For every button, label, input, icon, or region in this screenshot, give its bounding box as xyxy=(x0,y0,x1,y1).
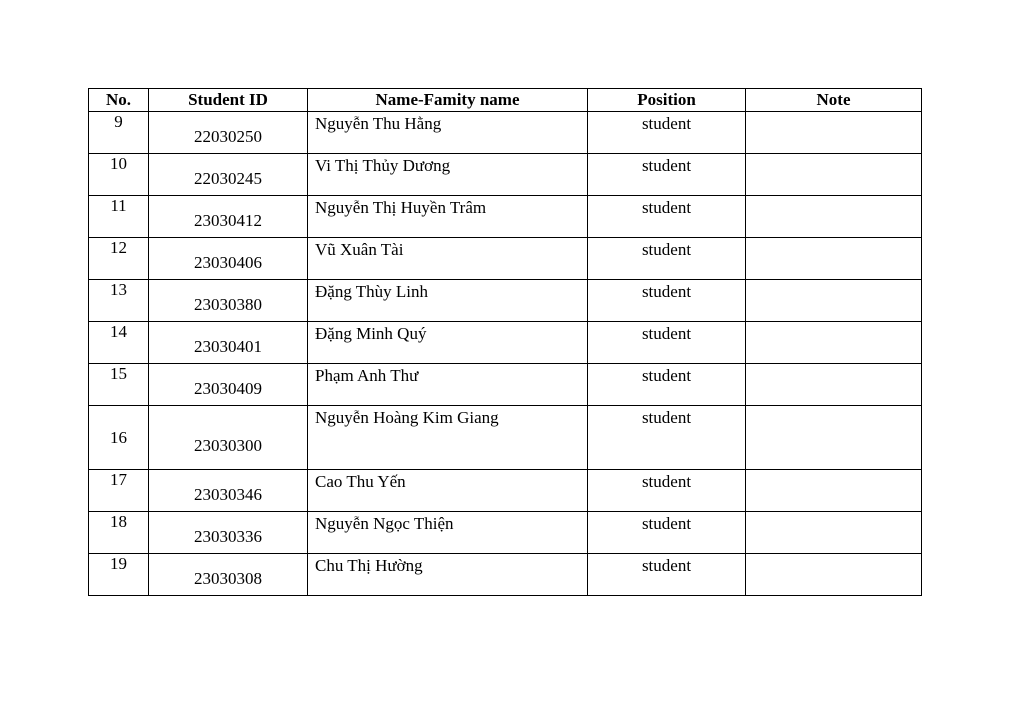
cell-name: Phạm Anh Thư xyxy=(308,364,588,406)
cell-name: Nguyễn Thu Hằng xyxy=(308,112,588,154)
header-note: Note xyxy=(746,89,922,112)
table-row xyxy=(89,512,922,554)
header-student-id: Student ID xyxy=(149,89,308,112)
cell-student-id: 23030336 xyxy=(149,512,308,554)
cell-name: Nguyễn Hoàng Kim Giang xyxy=(308,406,588,470)
header-position: Position xyxy=(588,89,746,112)
cell-position: student xyxy=(588,196,746,238)
cell-name: Vi Thị Thủy Dương xyxy=(308,154,588,196)
cell-no: 19 xyxy=(89,554,149,596)
cell-no: 17 xyxy=(89,470,149,512)
cell-no: 15 xyxy=(89,364,149,406)
cell-name: Chu Thị Hường xyxy=(308,554,588,596)
cell-note xyxy=(746,512,922,554)
cell-name: Đặng Minh Quý xyxy=(308,322,588,364)
cell-note xyxy=(746,322,922,364)
cell-position: student xyxy=(588,406,746,470)
student-table xyxy=(88,88,922,596)
header-name: Name-Famity name xyxy=(308,89,588,112)
table-row xyxy=(89,470,922,512)
cell-note xyxy=(746,364,922,406)
cell-student-id: 22030250 xyxy=(149,112,308,154)
cell-note xyxy=(746,238,922,280)
table-row xyxy=(89,406,922,470)
cell-student-id: 22030245 xyxy=(149,154,308,196)
cell-no: 16 xyxy=(89,406,149,470)
table-row xyxy=(89,238,922,280)
cell-position: student xyxy=(588,512,746,554)
cell-note xyxy=(746,554,922,596)
cell-note xyxy=(746,406,922,470)
table-row xyxy=(89,364,922,406)
cell-position: student xyxy=(588,470,746,512)
cell-note xyxy=(746,196,922,238)
cell-no: 13 xyxy=(89,280,149,322)
cell-student-id: 23030406 xyxy=(149,238,308,280)
header-row xyxy=(89,89,922,112)
header-no: No. xyxy=(89,89,149,112)
cell-student-id: 23030308 xyxy=(149,554,308,596)
cell-no: 14 xyxy=(89,322,149,364)
cell-student-id: 23030346 xyxy=(149,470,308,512)
cell-position: student xyxy=(588,554,746,596)
cell-note xyxy=(746,470,922,512)
table-row xyxy=(89,112,922,154)
cell-name: Nguyễn Thị Huyền Trâm xyxy=(308,196,588,238)
cell-student-id: 23030401 xyxy=(149,322,308,364)
cell-position: student xyxy=(588,364,746,406)
table-row xyxy=(89,554,922,596)
cell-position: student xyxy=(588,154,746,196)
cell-no: 10 xyxy=(89,154,149,196)
cell-student-id: 23030380 xyxy=(149,280,308,322)
cell-no: 11 xyxy=(89,196,149,238)
cell-student-id: 23030412 xyxy=(149,196,308,238)
cell-position: student xyxy=(588,322,746,364)
cell-student-id: 23030300 xyxy=(149,406,308,470)
cell-note xyxy=(746,154,922,196)
cell-name: Cao Thu Yến xyxy=(308,470,588,512)
cell-name: Đặng Thùy Linh xyxy=(308,280,588,322)
cell-name: Vũ Xuân Tài xyxy=(308,238,588,280)
table-header xyxy=(89,89,922,112)
table-row xyxy=(89,154,922,196)
table-row xyxy=(89,322,922,364)
cell-position: student xyxy=(588,112,746,154)
table-row xyxy=(89,280,922,322)
cell-no: 9 xyxy=(89,112,149,154)
cell-note xyxy=(746,280,922,322)
table-body xyxy=(89,112,922,596)
cell-position: student xyxy=(588,238,746,280)
cell-note xyxy=(746,112,922,154)
cell-position: student xyxy=(588,280,746,322)
cell-no: 18 xyxy=(89,512,149,554)
table-row xyxy=(89,196,922,238)
cell-no: 12 xyxy=(89,238,149,280)
cell-student-id: 23030409 xyxy=(149,364,308,406)
cell-name: Nguyễn Ngọc Thiện xyxy=(308,512,588,554)
